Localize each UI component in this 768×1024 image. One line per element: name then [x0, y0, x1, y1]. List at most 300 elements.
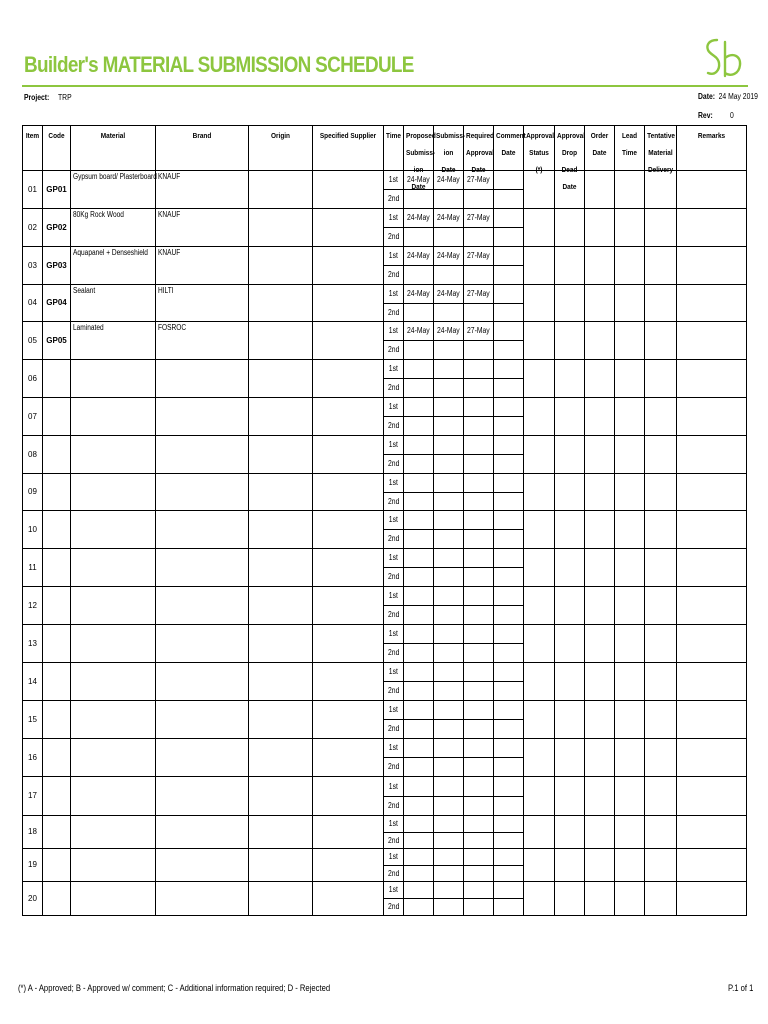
- cell-submission-1st: [434, 625, 464, 644]
- cell-comment-1st: [494, 849, 524, 866]
- cell-submission-2nd: [434, 682, 464, 701]
- cell-proposed-2nd: [404, 379, 434, 398]
- cell-time-2nd: [384, 682, 404, 701]
- cell-proposed-1st: [404, 436, 434, 455]
- cell-submission-2nd: [434, 833, 464, 849]
- cell-proposed-1st: [404, 285, 434, 304]
- time-value: 1st: [388, 289, 399, 298]
- cell-submission-1st: [434, 701, 464, 720]
- cell-lead: [615, 816, 645, 849]
- cell-required-1st: [464, 171, 494, 190]
- cell-delivery: [645, 247, 677, 285]
- cell-proposed-2nd: [404, 833, 434, 849]
- time-value: 2nd: [387, 686, 400, 695]
- cell-submission-2nd: [434, 568, 464, 587]
- cell-origin: [249, 816, 313, 849]
- cell-required-2nd: [464, 266, 494, 285]
- time-value: 1st: [388, 885, 399, 894]
- cell-time-2nd: [384, 797, 404, 816]
- cell-submission-2nd: [434, 644, 464, 663]
- header-code: [43, 126, 71, 171]
- cell-required-2nd: [464, 530, 494, 549]
- header-supplier-label: Specified Supplier: [319, 131, 377, 140]
- cell-time-1st: [384, 436, 404, 455]
- cell-proposed-1st: [404, 322, 434, 341]
- cell-code: [43, 398, 71, 436]
- cell-proposed-1st: [404, 171, 434, 190]
- cell-lead: [615, 663, 645, 701]
- cell-order: [585, 849, 615, 882]
- time-value: 2nd: [387, 724, 400, 733]
- cell-material: [71, 849, 156, 882]
- cell-code: [43, 701, 71, 739]
- header-submission-label: Submiss- ion Date: [436, 131, 466, 174]
- time-value: 1st: [388, 553, 399, 562]
- time-value: 2nd: [387, 610, 400, 619]
- header-dropdead: [555, 126, 585, 191]
- cell-submission-2nd: [434, 304, 464, 322]
- cell-brand: [156, 882, 249, 916]
- cell-submission-1st: [434, 587, 464, 606]
- cell-item: [23, 436, 43, 474]
- cell-material: [71, 247, 156, 285]
- date-field: [698, 92, 758, 101]
- cell-supplier: [313, 398, 384, 436]
- cell-order: [585, 247, 615, 285]
- item-text: 13: [28, 638, 37, 648]
- cell-required-1st: [464, 209, 494, 228]
- cell-required-1st: [464, 474, 494, 493]
- cell-code: [43, 777, 71, 816]
- cell-status: [524, 436, 555, 474]
- cell-comment-2nd: [494, 304, 524, 322]
- header-material: [71, 126, 156, 171]
- item-text: 11: [28, 562, 37, 572]
- cell-remarks: [677, 701, 747, 739]
- cell-submission-1st: [434, 511, 464, 530]
- cell-required-2nd: [464, 866, 494, 882]
- cell-origin: [249, 777, 313, 816]
- cell-proposed-1st: [404, 625, 434, 644]
- cell-remarks: [677, 882, 747, 916]
- cell-comment-1st: [494, 882, 524, 899]
- material-text: Laminated: [73, 323, 104, 332]
- cell-proposed-2nd: [404, 190, 434, 209]
- cell-required-1st: [464, 549, 494, 568]
- cell-order: [585, 701, 615, 739]
- cell-dropdead: [555, 777, 585, 816]
- cell-required-2nd: [464, 644, 494, 663]
- submission-value: 24-May: [437, 326, 460, 335]
- cell-required-1st: [464, 816, 494, 833]
- cell-dropdead: [555, 739, 585, 777]
- cell-delivery: [645, 360, 677, 398]
- cell-comment-1st: [494, 701, 524, 720]
- cell-remarks: [677, 849, 747, 882]
- cell-order: [585, 474, 615, 511]
- cell-remarks: [677, 739, 747, 777]
- page-number: P.1 of 1: [728, 983, 754, 993]
- cell-required-2nd: [464, 417, 494, 436]
- cell-material: [71, 360, 156, 398]
- cell-required-2nd: [464, 341, 494, 360]
- time-value: 2nd: [387, 534, 400, 543]
- cell-origin: [249, 360, 313, 398]
- cell-proposed-1st: [404, 777, 434, 797]
- cell-dropdead: [555, 549, 585, 587]
- cell-order: [585, 285, 615, 322]
- cell-code: [43, 171, 71, 209]
- cell-brand: [156, 398, 249, 436]
- cell-status: [524, 816, 555, 849]
- cell-time-1st: [384, 209, 404, 228]
- cell-remarks: [677, 777, 747, 816]
- cell-proposed-1st: [404, 209, 434, 228]
- submission-value: 24-May: [437, 213, 460, 222]
- cell-supplier: [313, 849, 384, 882]
- time-value: 1st: [388, 705, 399, 714]
- cell-time-2nd: [384, 530, 404, 549]
- time-value: 2nd: [387, 801, 400, 810]
- header-origin: [249, 126, 313, 171]
- header-time: [384, 126, 404, 171]
- cell-submission-2nd: [434, 190, 464, 209]
- cell-brand: [156, 285, 249, 322]
- cell-lead: [615, 511, 645, 549]
- cell-remarks: [677, 209, 747, 247]
- cell-origin: [249, 398, 313, 436]
- cell-proposed-1st: [404, 701, 434, 720]
- cell-proposed-1st: [404, 663, 434, 682]
- cell-lead: [615, 171, 645, 209]
- time-value: 2nd: [387, 572, 400, 581]
- cell-proposed-2nd: [404, 682, 434, 701]
- header-required-label: Required Approval Date: [466, 131, 494, 174]
- cell-time-2nd: [384, 866, 404, 882]
- cell-comment-1st: [494, 398, 524, 417]
- cell-proposed-2nd: [404, 341, 434, 360]
- item-text: 14: [28, 676, 37, 686]
- cell-item: [23, 625, 43, 663]
- material-schedule-table: [22, 125, 747, 916]
- header-item-label: Item: [25, 131, 40, 140]
- cell-origin: [249, 549, 313, 587]
- cell-submission-1st: [434, 739, 464, 758]
- cell-proposed-1st: [404, 360, 434, 379]
- cell-brand: [156, 436, 249, 474]
- cell-item: [23, 882, 43, 916]
- item-text: 08: [28, 449, 37, 459]
- cell-code: [43, 882, 71, 916]
- cell-remarks: [677, 511, 747, 549]
- cell-origin: [249, 209, 313, 247]
- time-value: 2nd: [387, 496, 400, 506]
- cell-proposed-1st: [404, 474, 434, 493]
- time-value: 2nd: [387, 307, 400, 317]
- cell-comment-2nd: [494, 758, 524, 777]
- cell-required-2nd: [464, 493, 494, 511]
- time-value: 1st: [388, 515, 399, 524]
- cell-delivery: [645, 285, 677, 322]
- cell-dropdead: [555, 398, 585, 436]
- cell-comment-1st: [494, 816, 524, 833]
- cell-item: [23, 171, 43, 209]
- cell-order: [585, 663, 615, 701]
- item-text: 12: [28, 600, 37, 610]
- cell-comment-2nd: [494, 417, 524, 436]
- cell-time-2nd: [384, 644, 404, 663]
- header-dropdead-label: Approval Drop Dead Date: [557, 131, 585, 191]
- cell-required-2nd: [464, 797, 494, 816]
- cell-supplier: [313, 171, 384, 209]
- cell-required-1st: [464, 436, 494, 455]
- cell-required-1st: [464, 739, 494, 758]
- cell-submission-2nd: [434, 341, 464, 360]
- cell-comment-2nd: [494, 720, 524, 739]
- cell-proposed-2nd: [404, 899, 434, 916]
- cell-required-2nd: [464, 455, 494, 474]
- cell-lead: [615, 625, 645, 663]
- cell-delivery: [645, 511, 677, 549]
- cell-status: [524, 882, 555, 916]
- cell-supplier: [313, 285, 384, 322]
- project-value: TRP: [58, 93, 72, 102]
- cell-proposed-1st: [404, 549, 434, 568]
- item-text: 02: [28, 222, 37, 232]
- submission-value: 24-May: [437, 175, 460, 184]
- cell-dropdead: [555, 209, 585, 247]
- cell-code: [43, 474, 71, 511]
- cell-lead: [615, 549, 645, 587]
- cell-code: [43, 511, 71, 549]
- cell-comment-2nd: [494, 341, 524, 360]
- time-value: 1st: [388, 251, 399, 260]
- cell-status: [524, 322, 555, 360]
- time-value: 1st: [388, 478, 399, 487]
- cell-brand: [156, 511, 249, 549]
- cell-brand: [156, 663, 249, 701]
- item-text: 05: [28, 335, 37, 345]
- cell-code: [43, 285, 71, 322]
- cell-comment-2nd: [494, 797, 524, 816]
- cell-proposed-2nd: [404, 493, 434, 511]
- cell-time-1st: [384, 171, 404, 190]
- cell-item: [23, 587, 43, 625]
- cell-item: [23, 739, 43, 777]
- cell-remarks: [677, 663, 747, 701]
- cell-submission-2nd: [434, 455, 464, 474]
- cell-code: [43, 209, 71, 247]
- cell-time-2nd: [384, 833, 404, 849]
- cell-comment-2nd: [494, 190, 524, 209]
- cell-origin: [249, 882, 313, 916]
- material-text: Aquapanel + Denseshield: [73, 248, 148, 257]
- cell-status: [524, 511, 555, 549]
- cell-submission-1st: [434, 849, 464, 866]
- cell-brand: [156, 209, 249, 247]
- cell-material: [71, 739, 156, 777]
- cell-dropdead: [555, 701, 585, 739]
- header-status-label: Approval Status (*): [526, 131, 555, 174]
- cell-proposed-1st: [404, 739, 434, 758]
- cell-supplier: [313, 701, 384, 739]
- item-text: 18: [28, 827, 37, 836]
- cell-time-1st: [384, 587, 404, 606]
- submission-value: 24-May: [437, 251, 460, 260]
- cell-time-2nd: [384, 266, 404, 285]
- cell-material: [71, 285, 156, 322]
- header-order-label: Order Date: [590, 131, 609, 157]
- required-value: 27-May: [467, 251, 490, 260]
- cell-order: [585, 360, 615, 398]
- cell-proposed-2nd: [404, 758, 434, 777]
- item-text: 07: [28, 411, 37, 421]
- cell-brand: [156, 322, 249, 360]
- cell-origin: [249, 322, 313, 360]
- cell-submission-1st: [434, 171, 464, 190]
- proposed-value: 24-May: [407, 289, 430, 298]
- time-value: 1st: [388, 819, 399, 828]
- proposed-value: 24-May: [407, 175, 430, 184]
- cell-dropdead: [555, 322, 585, 360]
- cell-required-1st: [464, 247, 494, 266]
- header-material-label: Material: [100, 131, 126, 140]
- cell-origin: [249, 436, 313, 474]
- brand-text: HILTI: [158, 286, 174, 295]
- cell-origin: [249, 247, 313, 285]
- time-value: 1st: [388, 629, 399, 638]
- cell-submission-1st: [434, 663, 464, 682]
- cell-dropdead: [555, 816, 585, 849]
- cell-status: [524, 739, 555, 777]
- cell-time-1st: [384, 285, 404, 304]
- material-text: Gypsum board/ Plasterboard: [73, 172, 157, 181]
- cell-delivery: [645, 171, 677, 209]
- header-brand-label: Brand: [192, 131, 212, 140]
- cell-dropdead: [555, 663, 585, 701]
- cell-delivery: [645, 701, 677, 739]
- cell-supplier: [313, 360, 384, 398]
- item-text: 15: [28, 714, 37, 724]
- cell-code: [43, 436, 71, 474]
- cell-code: [43, 322, 71, 360]
- cell-time-1st: [384, 739, 404, 758]
- cell-time-1st: [384, 849, 404, 866]
- cell-material: [71, 882, 156, 916]
- cell-lead: [615, 701, 645, 739]
- cell-lead: [615, 398, 645, 436]
- time-value: 1st: [388, 402, 399, 411]
- cell-lead: [615, 285, 645, 322]
- cell-status: [524, 701, 555, 739]
- cell-remarks: [677, 171, 747, 209]
- time-value: 1st: [388, 440, 399, 449]
- cell-code: [43, 849, 71, 882]
- cell-order: [585, 322, 615, 360]
- cell-delivery: [645, 322, 677, 360]
- item-text: 17: [28, 791, 37, 800]
- cell-dropdead: [555, 436, 585, 474]
- cell-material: [71, 511, 156, 549]
- cell-submission-2nd: [434, 797, 464, 816]
- cell-order: [585, 882, 615, 916]
- cell-delivery: [645, 209, 677, 247]
- cell-comment-2nd: [494, 493, 524, 511]
- cell-submission-2nd: [434, 606, 464, 625]
- cell-supplier: [313, 549, 384, 587]
- cell-time-1st: [384, 247, 404, 266]
- cell-submission-1st: [434, 209, 464, 228]
- approval-status-legend: (*) A - Approved; B - Approved w/ comment; C - Additional information required; D - Rejected: [18, 983, 331, 993]
- cell-origin: [249, 701, 313, 739]
- time-value: 2nd: [387, 345, 400, 354]
- cell-comment-2nd: [494, 833, 524, 849]
- cell-origin: [249, 474, 313, 511]
- cell-code: [43, 625, 71, 663]
- cell-comment-2nd: [494, 682, 524, 701]
- cell-time-1st: [384, 625, 404, 644]
- cell-dropdead: [555, 882, 585, 916]
- cell-proposed-1st: [404, 247, 434, 266]
- cell-material: [71, 777, 156, 816]
- cell-comment-1st: [494, 285, 524, 304]
- cell-status: [524, 625, 555, 663]
- cell-remarks: [677, 625, 747, 663]
- cell-origin: [249, 739, 313, 777]
- cell-proposed-1st: [404, 882, 434, 899]
- cell-material: [71, 549, 156, 587]
- cell-submission-2nd: [434, 758, 464, 777]
- rev-field: [698, 111, 734, 120]
- cell-status: [524, 474, 555, 511]
- cell-submission-1st: [434, 285, 464, 304]
- cell-comment-2nd: [494, 568, 524, 587]
- cell-code: [43, 739, 71, 777]
- cell-dropdead: [555, 360, 585, 398]
- cell-brand: [156, 739, 249, 777]
- cell-order: [585, 777, 615, 816]
- cell-required-2nd: [464, 304, 494, 322]
- document-title: Builder's MATERIAL SUBMISSION SCHEDULE: [24, 52, 414, 77]
- cell-remarks: [677, 247, 747, 285]
- cell-lead: [615, 436, 645, 474]
- cell-time-2nd: [384, 341, 404, 360]
- cell-remarks: [677, 587, 747, 625]
- cell-code: [43, 816, 71, 849]
- cell-supplier: [313, 663, 384, 701]
- cell-comment-2nd: [494, 606, 524, 625]
- cell-order: [585, 398, 615, 436]
- cell-brand: [156, 849, 249, 882]
- cell-brand: [156, 549, 249, 587]
- cell-time-2nd: [384, 190, 404, 209]
- cell-status: [524, 209, 555, 247]
- brand-text: KNAUF: [158, 172, 181, 181]
- cell-order: [585, 209, 615, 247]
- cell-time-2nd: [384, 304, 404, 322]
- cell-supplier: [313, 436, 384, 474]
- brand-text: KNAUF: [158, 248, 181, 257]
- cell-comment-1st: [494, 247, 524, 266]
- header-time-label: Time: [386, 131, 401, 140]
- cell-submission-2nd: [434, 417, 464, 436]
- cell-submission-2nd: [434, 493, 464, 511]
- cell-submission-1st: [434, 436, 464, 455]
- time-value: 1st: [388, 781, 399, 791]
- header-required: [464, 126, 494, 174]
- cell-submission-2nd: [434, 228, 464, 247]
- cell-item: [23, 849, 43, 882]
